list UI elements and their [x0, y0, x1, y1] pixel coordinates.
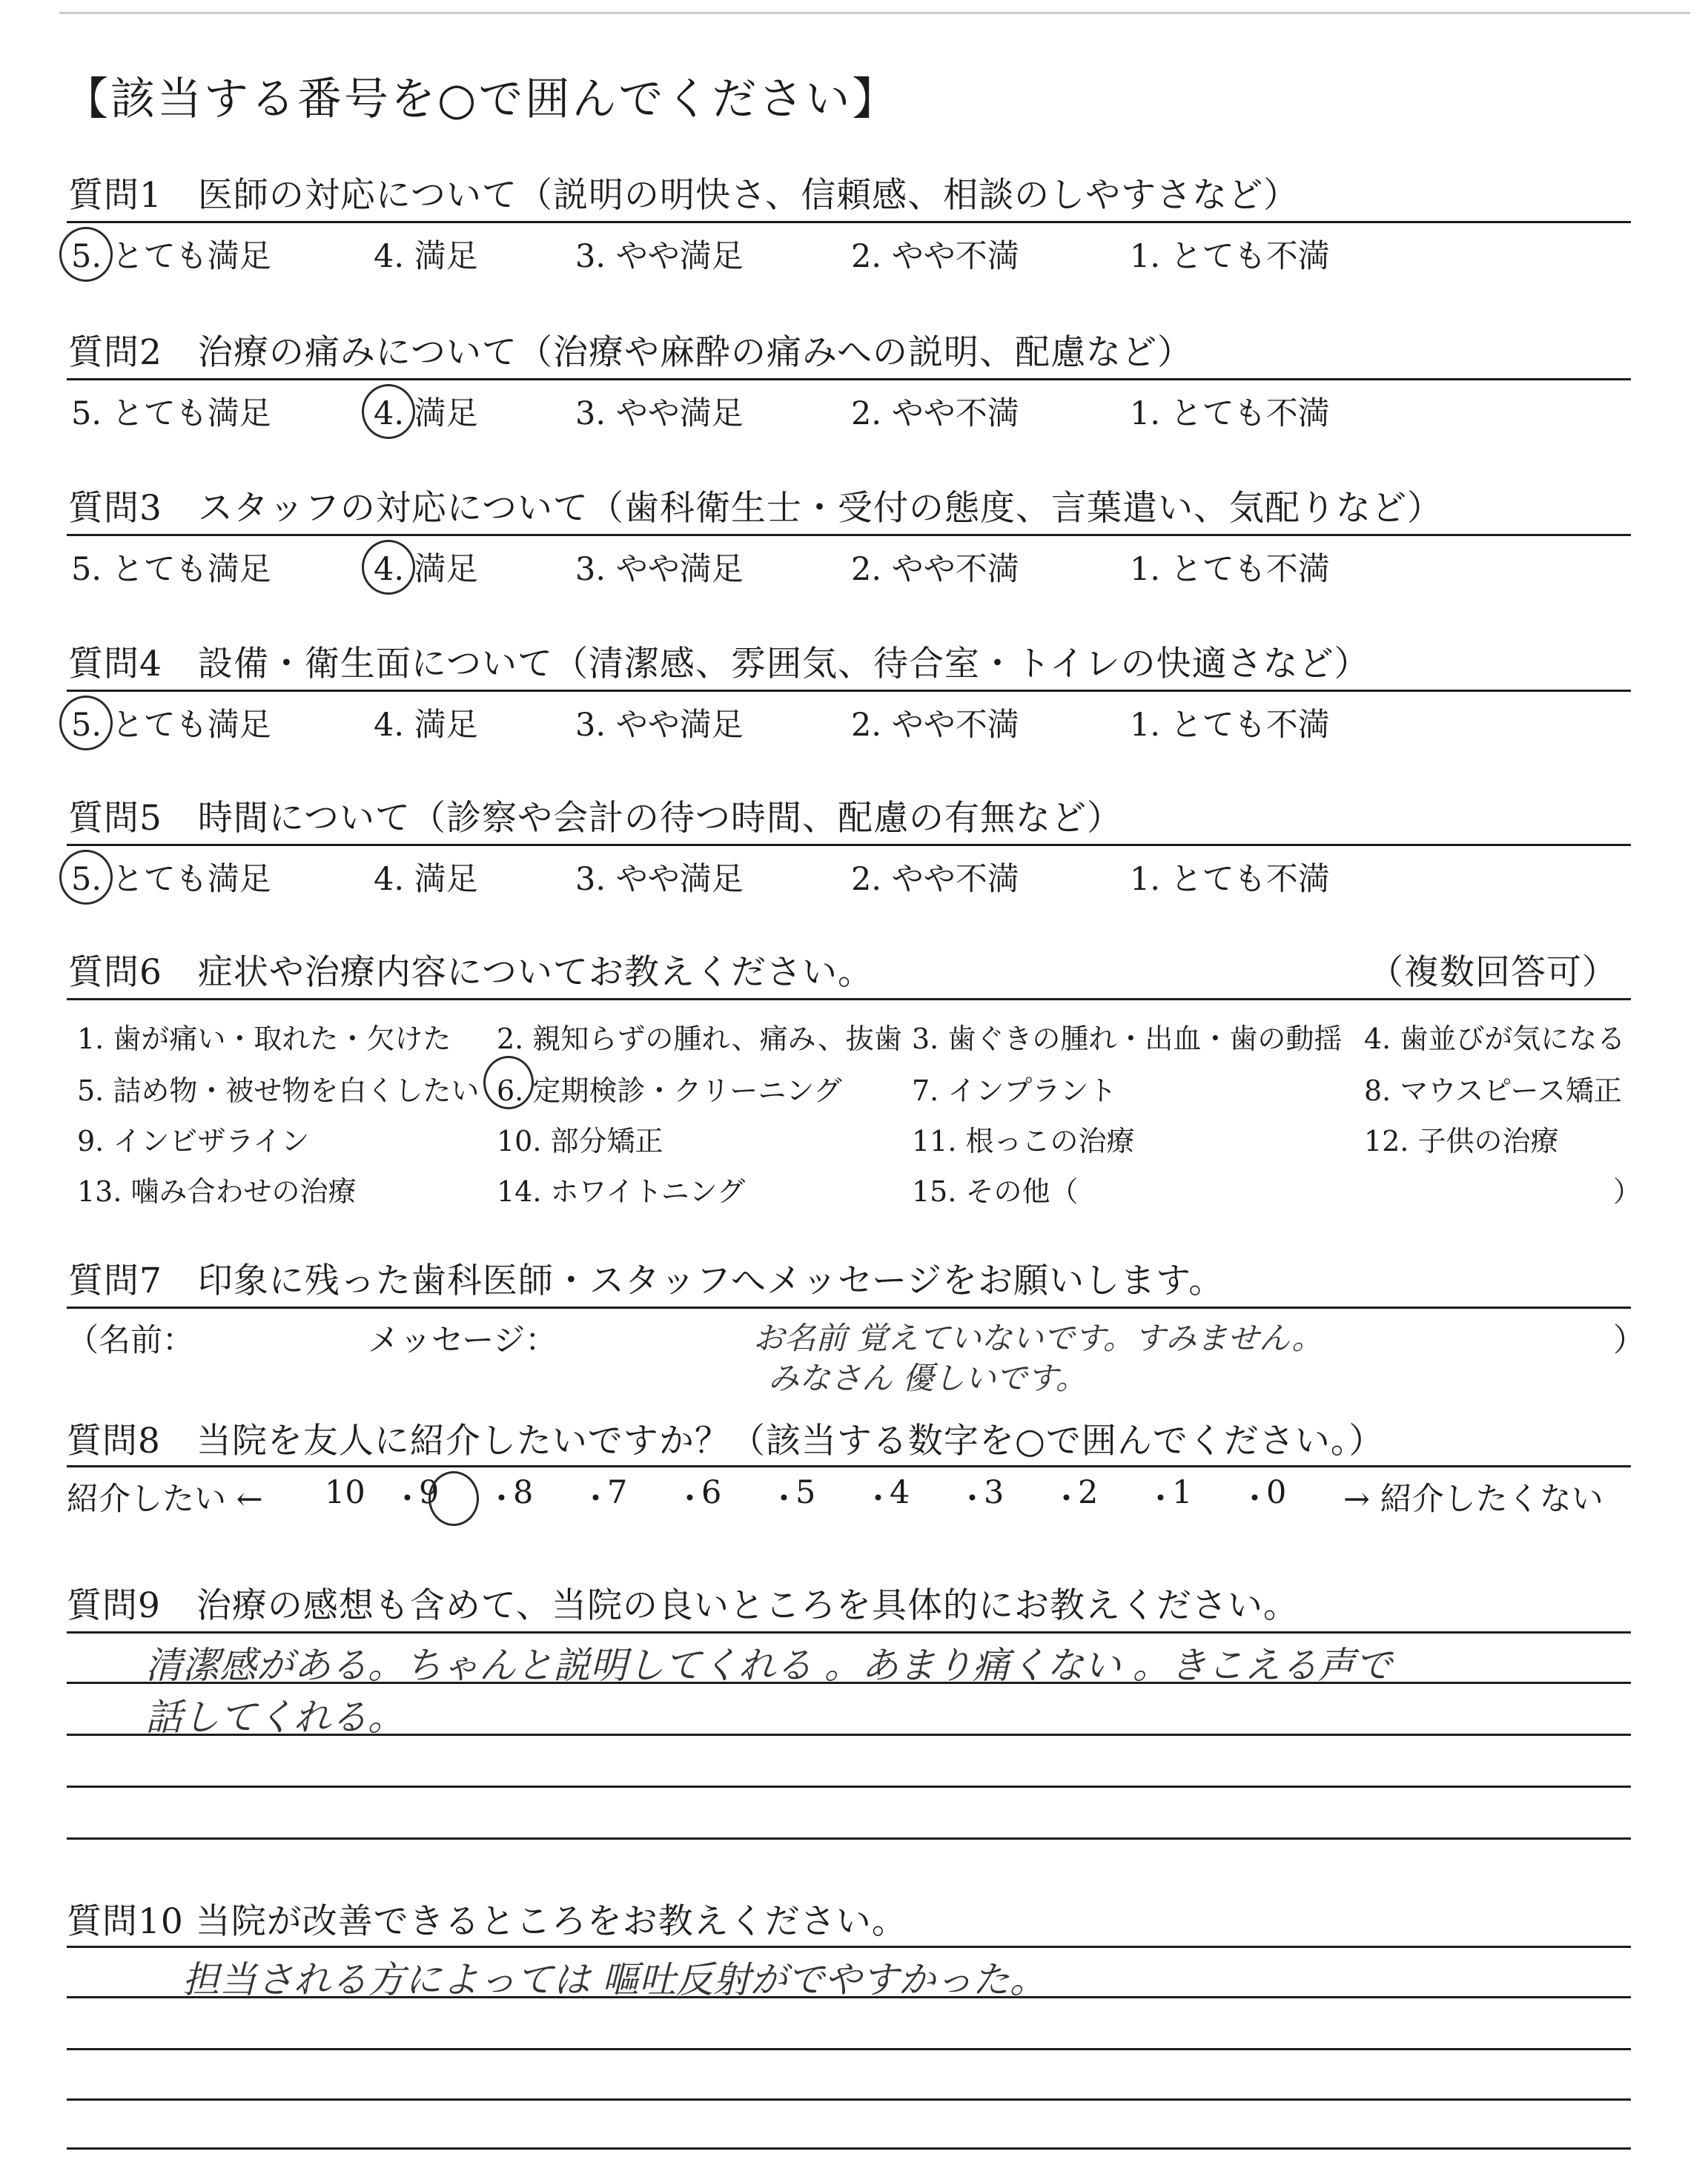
- q6-title: 質問6 症状や治療内容についてお教えください。: [68, 952, 873, 993]
- q6-item-14[interactable]: 14. ホワイトニング: [497, 1175, 746, 1208]
- q8-scale-separator: ・: [768, 1481, 800, 1518]
- q5-option-5[interactable]: 5. とても満足: [71, 861, 271, 898]
- q8-scale-separator: ・: [1239, 1481, 1271, 1518]
- q8-scale-9[interactable]: 9: [419, 1474, 440, 1511]
- q8-scale-separator: ・: [1145, 1481, 1176, 1518]
- q10-rule-4: [67, 2098, 1631, 2101]
- q4-option-3[interactable]: 3. やや満足: [575, 707, 744, 744]
- q6-item-4[interactable]: 4. 歯並びが気になる: [1364, 1023, 1626, 1055]
- q10-rule-3: [67, 2048, 1631, 2050]
- q6-item-1[interactable]: 1. 歯が痛い・取れた・欠けた: [77, 1023, 451, 1055]
- q10-rule-5: [67, 2147, 1631, 2150]
- q4-option-5[interactable]: 5. とても満足: [71, 707, 271, 744]
- q8-rule: [67, 1465, 1631, 1467]
- q7-close-paren: ）: [1613, 1322, 1645, 1359]
- q1-title: 質問1 医師の対応について（説明の明快さ、信頼感、相談のしやすさなど）: [68, 175, 1300, 216]
- q7-message-label: メッセージ：: [368, 1322, 557, 1359]
- q4-selection-circle: [59, 696, 113, 750]
- q1-option-1[interactable]: 1. とても不満: [1130, 238, 1330, 275]
- q4-option-4[interactable]: 4. 満足: [374, 707, 478, 744]
- q1-option-4[interactable]: 4. 満足: [374, 238, 478, 275]
- q2-option-1[interactable]: 1. とても不満: [1130, 395, 1330, 432]
- q9-rule-1: [67, 1631, 1631, 1634]
- q7-rule: [67, 1307, 1631, 1309]
- q3-option-3[interactable]: 3. やや満足: [575, 551, 744, 588]
- q8-scale-1[interactable]: 1: [1172, 1474, 1193, 1511]
- q6-rule: [67, 998, 1631, 1000]
- q8-scale-separator: ・: [1050, 1481, 1082, 1518]
- q6-item-11[interactable]: 11. 根っこの治療: [912, 1125, 1135, 1157]
- q5-option-4[interactable]: 4. 満足: [374, 861, 478, 898]
- q5-selection-circle: [59, 850, 113, 905]
- q2-selection-circle: [362, 384, 415, 439]
- q9-rule-4: [67, 1786, 1631, 1788]
- q8-title: 質問8 当院を友人に紹介したいですか？（該当する数字を○で囲んでください。）: [67, 1421, 1385, 1462]
- q10-title: 質問10 当院が改善できるところをお教えください。: [67, 1901, 907, 1942]
- q6-close-paren: ）: [1613, 1175, 1642, 1208]
- q8-scale-3[interactable]: 3: [984, 1474, 1004, 1511]
- q6-item-10[interactable]: 10. 部分矯正: [497, 1125, 663, 1157]
- q7-handwritten-line-2: みなさん 優しいです。: [768, 1360, 1087, 1396]
- q3-option-5[interactable]: 5. とても満足: [71, 551, 271, 588]
- q9-rule-5: [67, 1837, 1631, 1840]
- q6-item-5[interactable]: 5. 詰め物・被せ物を白くしたい: [77, 1074, 480, 1107]
- q8-scale-separator: ・: [862, 1481, 894, 1518]
- q2-option-5[interactable]: 5. とても満足: [71, 395, 271, 432]
- q7-title: 質問7 印象に残った歯科医師・スタッフへメッセージをお願いします。: [68, 1261, 1225, 1301]
- q8-selection-circle: [428, 1471, 479, 1526]
- q6-item-2[interactable]: 2. 親知らずの腫れ、痛み、抜歯: [497, 1023, 902, 1055]
- q9-title: 質問9 治療の感想も含めて、当院の良いところを具体的にお教えください。: [67, 1585, 1299, 1626]
- q10-handwritten-line-1: 担当される方によっては 嘔吐反射がでやすかった。: [182, 1958, 1047, 2001]
- q5-rule: [67, 844, 1631, 846]
- q6-item-8[interactable]: 8. マウスピース矯正: [1364, 1074, 1622, 1107]
- q2-title: 質問2 治療の痛みについて（治療や麻酔の痛みへの説明、配慮など）: [68, 332, 1194, 373]
- q8-scale-7[interactable]: 7: [607, 1474, 628, 1511]
- q6-item-13[interactable]: 13. 噛み合わせの治療: [77, 1175, 357, 1208]
- q8-scale-separator: ・: [391, 1481, 423, 1518]
- q4-rule: [67, 690, 1631, 692]
- q8-scale-separator: ・: [956, 1481, 988, 1518]
- q4-option-1[interactable]: 1. とても不満: [1130, 707, 1330, 744]
- q6-item-9[interactable]: 9. インビザライン: [77, 1125, 310, 1157]
- q8-scale-10[interactable]: 10: [325, 1474, 365, 1511]
- q5-title: 質問5 時間について（診察や会計の待つ時間、配慮の有無など）: [68, 798, 1122, 839]
- q4-title: 質問4 設備・衛生面について（清潔感、雰囲気、待合室・トイレの快適さなど）: [68, 644, 1370, 684]
- q3-rule: [67, 534, 1631, 536]
- q8-scale-4[interactable]: 4: [890, 1474, 910, 1511]
- q8-scale-separator: ・: [486, 1481, 517, 1518]
- q3-title: 質問3 スタッフの対応について（歯科衛生士・受付の態度、言葉遣い、気配りなど）: [68, 488, 1443, 529]
- q2-option-3[interactable]: 3. やや満足: [575, 395, 744, 432]
- q8-scale-6[interactable]: 6: [701, 1474, 722, 1511]
- q6-item-15[interactable]: 15. その他（: [912, 1175, 1079, 1208]
- q8-scale-0[interactable]: 0: [1266, 1474, 1287, 1511]
- q6-selection-circle: [483, 1056, 534, 1109]
- q6-item-7[interactable]: 7. インプラント: [912, 1074, 1117, 1107]
- q4-option-2[interactable]: 2. やや不満: [851, 707, 1019, 744]
- q7-handwritten-line-1: お名前 覚えていないです。すみません。: [753, 1320, 1323, 1356]
- q5-option-3[interactable]: 3. やや満足: [575, 861, 744, 898]
- q10-rule-1: [67, 1946, 1631, 1948]
- q3-selection-circle: [362, 540, 415, 595]
- q8-scale-separator: ・: [580, 1481, 612, 1518]
- q7-name-label: （名前：: [67, 1322, 194, 1359]
- q1-option-5[interactable]: 5. とても満足: [71, 238, 271, 275]
- q8-left-label: 紹介したい ←: [67, 1481, 263, 1518]
- q3-option-2[interactable]: 2. やや不満: [851, 551, 1019, 588]
- q1-selection-circle: [59, 227, 113, 282]
- q6-note: （複数回答可）: [1368, 952, 1618, 993]
- q6-item-3[interactable]: 3. 歯ぐきの腫れ・出血・歯の動揺: [912, 1023, 1343, 1055]
- q8-scale-8[interactable]: 8: [513, 1474, 534, 1511]
- q8-right-label: → 紹介したくない: [1343, 1481, 1603, 1518]
- q1-rule: [67, 221, 1631, 223]
- q9-handwritten-line-2: 話してくれる。: [145, 1696, 405, 1739]
- q5-option-2[interactable]: 2. やや不満: [851, 861, 1019, 898]
- q2-option-4[interactable]: 4. 満足: [374, 395, 478, 432]
- q3-option-4[interactable]: 4. 満足: [374, 551, 478, 588]
- q2-rule: [67, 378, 1631, 380]
- q2-option-2[interactable]: 2. やや不満: [851, 395, 1019, 432]
- q6-item-12[interactable]: 12. 子供の治療: [1364, 1125, 1559, 1157]
- q3-option-1[interactable]: 1. とても不満: [1130, 551, 1330, 588]
- q8-scale-5[interactable]: 5: [795, 1474, 816, 1511]
- q5-option-1[interactable]: 1. とても不満: [1130, 861, 1330, 898]
- page-header: 【該当する番号を○で囲んでください】: [64, 73, 899, 125]
- q9-handwritten-line-1: 清潔感がある。ちゃんと説明してくれる 。あまり痛くない 。きこえる声で: [145, 1644, 1392, 1687]
- q8-scale-2[interactable]: 2: [1078, 1474, 1099, 1511]
- q8-scale-separator: ・: [674, 1481, 706, 1518]
- q6-item-6[interactable]: 6. 定期検診・クリーニング: [497, 1074, 842, 1107]
- scan-edge-line: [59, 12, 1690, 14]
- q1-option-3[interactable]: 3. やや満足: [575, 238, 744, 275]
- q1-option-2[interactable]: 2. やや不満: [851, 238, 1019, 275]
